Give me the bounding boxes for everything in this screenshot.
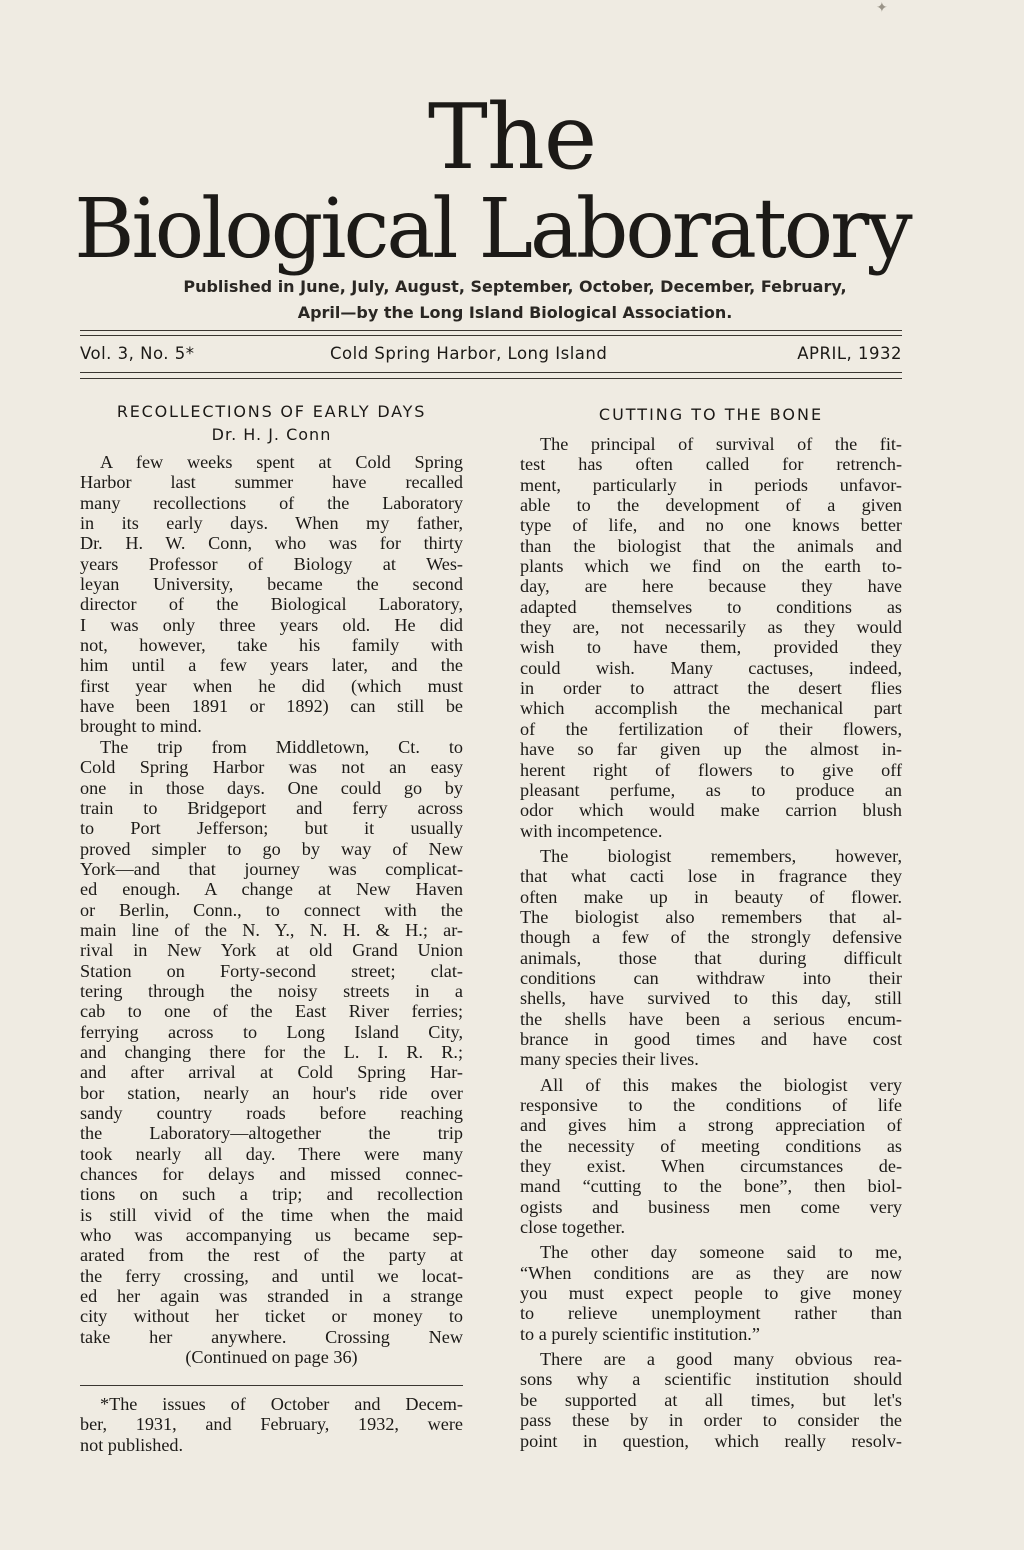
text-line: animals, those that during difficult — [520, 947, 902, 968]
text-line: day, are here because they have — [520, 576, 902, 597]
text-line: pleasant perfume, as to produce an — [520, 779, 902, 800]
text-line: adapted themselves to conditions as — [520, 596, 902, 617]
text-line: not published. — [80, 1434, 184, 1455]
text-line: bor station, nearly an hour's ride over — [80, 1082, 463, 1103]
text-line: brought to mind. — [80, 716, 202, 737]
text-line: ed enough. A change at New Haven — [80, 879, 463, 900]
publication-schedule-line2: April—by the Long Island Biological Association. — [297, 303, 733, 322]
text-line: not, however, take his family with — [80, 635, 463, 656]
text-line: Station on Forty-second street; clat- — [80, 960, 463, 981]
text-line: close together. — [520, 1217, 626, 1238]
text-line: sons why a scientific institution should — [520, 1369, 902, 1390]
text-line: Cold Spring Harbor was not an easy — [80, 757, 463, 778]
left-article-author: Dr. H. J. Conn — [211, 425, 332, 444]
text-line: to Port Jefferson; but it usually — [80, 818, 463, 839]
left-article-body — [80, 452, 463, 1367]
header-rule-bottom — [80, 372, 902, 373]
right-article-title: CUTTING TO THE BONE — [598, 405, 824, 424]
text-line: many species their lives. — [520, 1049, 699, 1070]
text-line: York—and that journey was complicat- — [80, 858, 463, 879]
text-line: conditions can withdraw into their — [520, 967, 902, 988]
text-line: *The issues of October and Decem- — [100, 1394, 463, 1414]
text-line: than the biologist that the animals and — [520, 535, 902, 556]
text-line: is still vivid of the time when the maid — [80, 1204, 463, 1225]
header-rule-top — [80, 330, 902, 331]
text-line: director of the Biological Laboratory, — [80, 594, 463, 615]
text-line: sandy country roads before reaching — [80, 1103, 463, 1123]
text-line: and gives him a strong appreciation of — [520, 1115, 902, 1136]
text-line: point in question, which really resolv- — [520, 1430, 902, 1451]
text-line: you must expect people to give money — [520, 1283, 902, 1304]
text-line: tering through the noisy streets in a — [80, 980, 463, 1001]
issue-info-row — [80, 341, 902, 367]
text-line: they exist. When circumstances de- — [520, 1156, 902, 1177]
text-line: herent right of flowers to give off — [520, 759, 902, 780]
text-line: “When conditions are as they are now — [520, 1262, 902, 1283]
text-line: odor which would make carrion blush — [520, 800, 902, 821]
text-line: pass these by in order to consider the — [520, 1410, 902, 1431]
text-line: chances for delays and missed connec- — [80, 1164, 463, 1185]
text-line: that what cacti lose in fragrance they — [520, 866, 902, 887]
text-line: have so far given up the almost in- — [520, 739, 902, 760]
right-article-body — [520, 434, 902, 1451]
text-line: Harbor last summer have recalled — [80, 472, 463, 493]
text-line: A few weeks spent at Cold Spring — [100, 452, 463, 472]
masthead-title-line1: The — [427, 85, 597, 190]
text-line: the Laboratory—altogether the trip — [80, 1123, 463, 1144]
text-line: years Professor of Biology at Wes- — [80, 553, 463, 574]
text-line: The principal of survival of the fit- — [540, 434, 902, 454]
text-line: to relieve unemployment rather than — [520, 1303, 902, 1324]
text-line: in order to attract the desert flies — [520, 678, 902, 699]
text-line: who was accompanying us became sep- — [80, 1225, 463, 1246]
text-line: him until a few years later, and the — [80, 655, 463, 676]
text-line: could wish. Many cactuses, indeed, — [520, 657, 902, 678]
text-line: or Berlin, Conn., to connect with the — [80, 899, 463, 920]
text-line: of the fertilization of their flowers, — [520, 718, 902, 739]
text-line: The other day someone said to me, — [540, 1242, 902, 1263]
text-line: (Continued on page 36) — [185, 1347, 358, 1368]
text-line: train to Bridgeport and ferry across — [80, 797, 463, 818]
text-line: the shells have been a serious encum- — [520, 1008, 902, 1029]
text-line: though a few of the strongly defensive — [520, 927, 902, 948]
text-line: and changing there for the L. I. R. R.; — [80, 1041, 463, 1062]
text-line: I was only three years old. He did — [80, 614, 463, 635]
header-rule-top-thin — [80, 335, 902, 336]
publication-schedule-line1: Published in June, July, August, September, October, December, February, — [183, 277, 847, 296]
text-line: one in those days. One could go by — [80, 777, 463, 798]
text-line: brance in good times and have cost — [520, 1028, 902, 1049]
text-line: plants which we find on the earth to- — [520, 556, 902, 577]
corner-ornament-icon: ✦ — [876, 0, 888, 16]
text-line: arated from the rest of the party at — [80, 1245, 463, 1266]
text-line: be supported at all times, but let's — [520, 1389, 902, 1410]
text-line: test has often called for retrench- — [520, 454, 902, 475]
text-line: type of life, and no one knows better — [520, 515, 902, 536]
text-line: which accomplish the mechanical part — [520, 698, 902, 719]
text-line: able to the development of a given — [520, 495, 902, 516]
text-line: the necessity of meeting conditions as — [520, 1135, 902, 1156]
text-line: There are a good many obvious rea- — [540, 1349, 902, 1370]
text-line: mand “cutting to the bone”, then biol- — [520, 1176, 902, 1197]
text-line: ber, 1931, and February, 1932, were — [80, 1414, 463, 1435]
text-line: and after arrival at Cold Spring Har- — [80, 1062, 463, 1083]
text-line: The trip from Middletown, Ct. to — [100, 736, 463, 757]
text-line: first year when he did (which must — [80, 675, 463, 696]
text-line: with incompetence. — [520, 820, 663, 841]
text-line: many recollections of the Laboratory — [80, 492, 463, 513]
text-line: in its early days. When my father, — [80, 513, 463, 534]
text-line: they are, not necessarily as they would — [520, 617, 902, 638]
left-article-title: RECOLLECTIONS OF EARLY DAYS — [116, 402, 427, 421]
text-line: to a purely scientific institution.” — [520, 1323, 760, 1344]
text-line: responsive to the conditions of life — [520, 1095, 902, 1115]
text-line: the ferry crossing, and until we locat- — [80, 1265, 463, 1286]
issue-date: APRIL, 1932 — [797, 344, 902, 363]
text-line: often make up in beauty of flower. — [520, 886, 902, 907]
text-line: proved simpler to go by way of New — [80, 838, 463, 859]
text-line: The biologist also remembers that al- — [520, 906, 902, 927]
text-line: wish to have them, provided they — [520, 637, 902, 658]
text-line: take her anywhere. Crossing New — [80, 1326, 463, 1347]
text-line: cab to one of the East River ferries; — [80, 1001, 463, 1022]
footnote-rule — [80, 1385, 463, 1386]
text-line: ferrying across to Long Island City, — [80, 1021, 463, 1042]
text-line: ment, particularly in periods unfavor- — [520, 474, 902, 495]
text-line: The biologist remembers, however, — [540, 845, 902, 866]
text-line: rival in New York at old Grand Union — [80, 940, 463, 961]
text-line: city without her ticket or money to — [80, 1306, 463, 1327]
text-line: main line of the N. Y., N. H. & H.; ar- — [80, 919, 463, 940]
text-line: took nearly all day. There were many — [80, 1143, 463, 1164]
header-rule-bottom-thin — [80, 378, 902, 379]
footnote — [80, 1394, 463, 1455]
text-line: tions on such a trip; and recollection — [80, 1184, 463, 1205]
text-line: All of this makes the biologist very — [540, 1074, 902, 1095]
text-line: ed her again was stranded in a strange — [80, 1286, 463, 1307]
text-line: leyan University, became the second — [80, 574, 463, 595]
text-line: ogists and business men come very — [520, 1196, 902, 1217]
issue-volume: Vol. 3, No. 5* — [80, 344, 195, 363]
text-line: have been 1891 or 1892) can still be — [80, 696, 463, 717]
text-line: shells, have survived to this day, still — [520, 988, 902, 1009]
issue-place: Cold Spring Harbor, Long Island — [330, 344, 608, 363]
text-line: Dr. H. W. Conn, who was for thirty — [80, 533, 463, 554]
masthead-title-line2: Biological Laboratory — [74, 182, 910, 277]
